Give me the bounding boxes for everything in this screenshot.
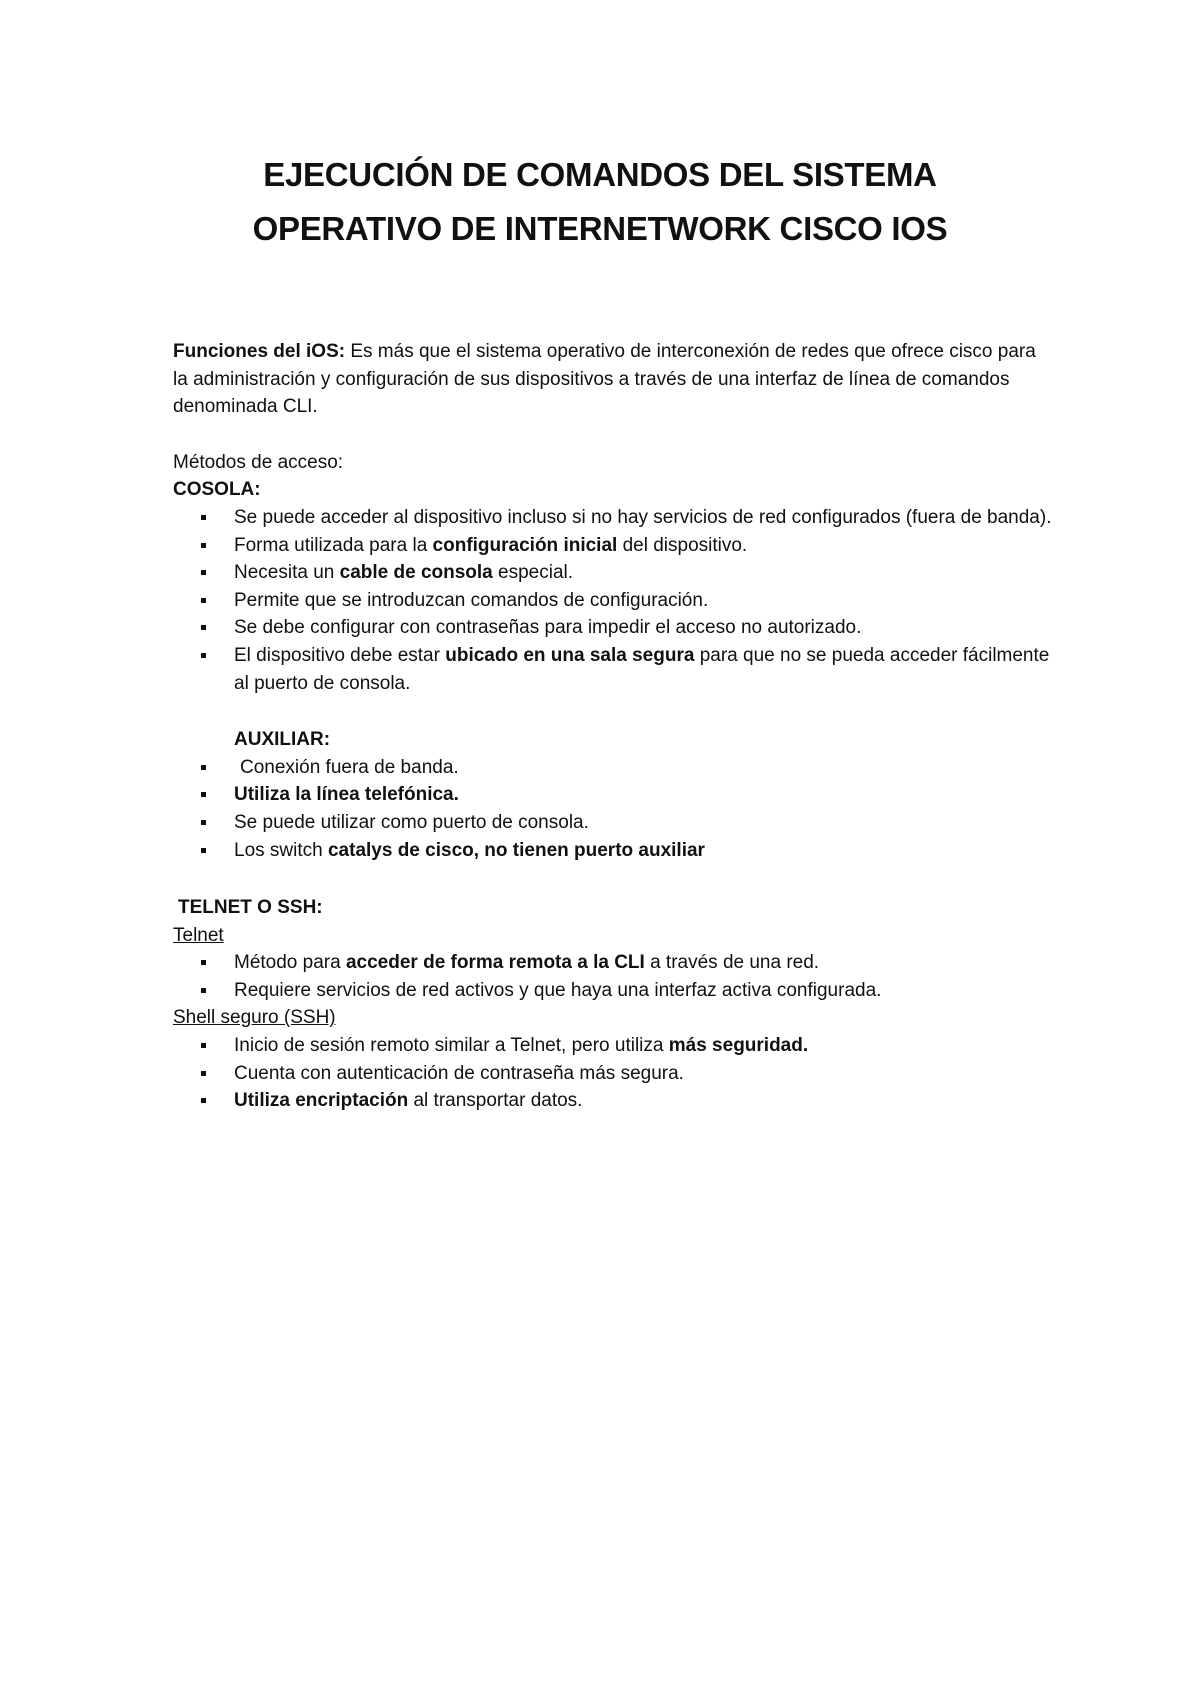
telnet-list — [173, 949, 1053, 1004]
list-item: Se debe configurar con contraseñas para impedir el acceso no autorizado. — [173, 614, 1053, 642]
telnet-ssh-heading: TELNET O SSH: — [178, 897, 323, 919]
list-item: Los switch catalys de cisco, no tienen puerto auxiliar — [173, 837, 1053, 865]
list-item: Conexión fuera de banda. — [173, 754, 1053, 782]
list-item: Método para acceder de forma remota a la CLI a través de una red. — [173, 949, 1053, 977]
title-line-1: EJECUCIÓN DE COMANDOS DEL SISTEMA — [263, 156, 937, 193]
list-item: Forma utilizada para la configuración inicial del dispositivo. — [173, 532, 1053, 560]
list-item: Inicio de sesión remoto similar a Telnet, pero utiliza más seguridad. — [173, 1032, 1053, 1060]
funciones-text: Es más que el sistema operativo de interconexión de redes que ofrece cisco para la administración y configuración de sus dispositivos a través de una interfaz de línea de comandos denominada CLI. — [173, 341, 1036, 418]
list-item: Necesita un cable de consola especial. — [173, 559, 1053, 587]
list-item: Utiliza la línea telefónica. — [173, 781, 1053, 809]
funciones-label: Funciones del iOS: — [173, 341, 346, 362]
document-title — [0, 148, 1200, 256]
consola-heading: COSOLA: — [173, 479, 261, 501]
ssh-list — [173, 1032, 1053, 1115]
list-item: Se puede acceder al dispositivo incluso si no hay servicios de red configurados (fuera de banda). — [173, 504, 1053, 532]
consola-list — [173, 504, 1053, 697]
funciones-paragraph — [173, 338, 1053, 421]
list-item: Utiliza encriptación al transportar datos. — [173, 1087, 1053, 1115]
auxiliar-list — [173, 754, 1053, 864]
telnet-label: Telnet — [173, 924, 224, 946]
list-item: Se puede utilizar como puerto de consola. — [173, 809, 1053, 837]
title-line-2: OPERATIVO DE INTERNETWORK CISCO IOS — [252, 210, 948, 247]
metodos-heading: Métodos de acceso: — [173, 451, 344, 473]
document-body — [173, 338, 1053, 1115]
ssh-label: Shell seguro (SSH) — [173, 1007, 336, 1029]
list-item: Permite que se introduzcan comandos de configuración. — [173, 587, 1053, 615]
auxiliar-heading: AUXILIAR: — [234, 729, 331, 751]
list-item: Requiere servicios de red activos y que haya una interfaz activa configurada. — [173, 977, 1053, 1005]
list-item: El dispositivo debe estar ubicado en una sala segura para que no se pueda acceder fácilmente al puerto de consola. — [173, 642, 1053, 697]
list-item: Cuenta con autenticación de contraseña más segura. — [173, 1060, 1053, 1088]
